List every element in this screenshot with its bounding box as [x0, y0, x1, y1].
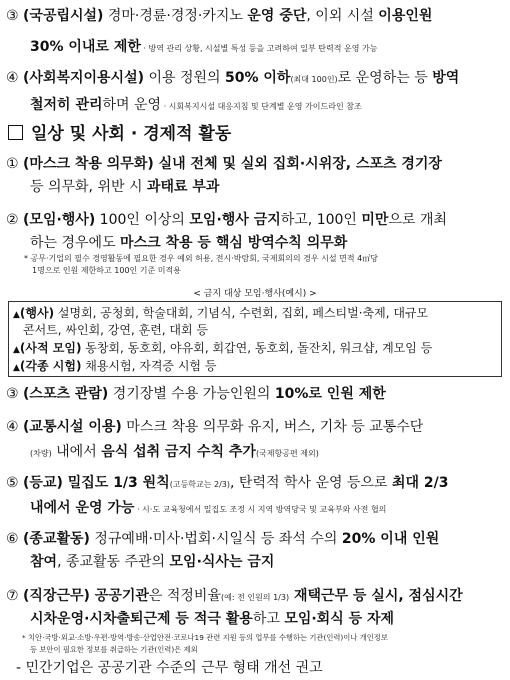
- text: , 이외 시설: [306, 8, 379, 24]
- item-marker: ②: [6, 212, 19, 228]
- item-4b-line-2: [30, 443, 319, 459]
- text-bold: 20% 이내 인원: [341, 531, 440, 547]
- text: 하며 운영: [102, 97, 162, 113]
- text-bold: 철저히 관리: [30, 97, 103, 113]
- item-1-line-1: [6, 157, 442, 171]
- section-header: [8, 125, 231, 143]
- text-bold: 이용인원: [378, 8, 433, 24]
- item-heading: (등교): [23, 475, 63, 491]
- box-row-exams: [13, 360, 216, 373]
- text-bold: 모임·식사는 금지: [169, 554, 275, 570]
- item-heading: (마스크 착용 의무화): [23, 156, 154, 172]
- text: 100인 이상의: [95, 212, 190, 228]
- footnote: (고등학교는 2/3): [169, 480, 231, 489]
- item-heading: (국공립시설): [23, 8, 104, 24]
- item-marker: ⑦: [6, 588, 19, 604]
- text-bold: (사적 모임): [19, 341, 82, 355]
- text-bold: 미만: [361, 212, 389, 228]
- text: 경기장별 수용 가능인원의: [108, 386, 275, 402]
- item-marker: ③: [6, 8, 19, 24]
- footnote: · 시회복지시설 대응지침 및 단계별 운영 가이드라인 참조: [161, 102, 362, 111]
- item-heading: (교통시설 이용): [23, 419, 122, 435]
- item-1-line-2: [30, 180, 219, 194]
- text-bold: 모임·행사 금지: [189, 212, 281, 228]
- item-2-line-1: [6, 213, 447, 227]
- text: 설명회, 공청회, 학술대회, 기념식, 수련회, 집회, 페스티벌·축제, 대규모: [54, 306, 429, 320]
- item-marker: ③: [6, 386, 19, 402]
- text: 하고: [252, 611, 285, 627]
- text-bold: 10%로 인원 제한: [274, 386, 386, 402]
- item-2-note-2: 1명으로 인원 제한하고 100인 기준 미적용: [32, 266, 181, 275]
- text-bold: 내에서 운영 가능: [30, 500, 135, 516]
- text-bold: (각종 시험): [19, 359, 82, 373]
- item-heading: (사회복지이용시설): [23, 70, 145, 86]
- text: 하고, 100인: [280, 212, 362, 228]
- item-marker: ④: [6, 70, 19, 86]
- item-5-line-2: [30, 499, 386, 515]
- text: 으로 개최: [388, 212, 448, 228]
- text-bold: 음식 섭취 금지 수칙 추가: [101, 444, 256, 460]
- text: , 탄력적 학사 운영 등으로: [230, 475, 392, 491]
- item-3-line-1: [6, 9, 432, 23]
- triangle-bullet-icon: ▲: [13, 310, 20, 320]
- item-2-note-1: * 공무·기업의 필수 경영활동에 필요한 경우 예외 허용, 전시·박람회, 국제회의의 경우 시설 면적 4㎡당: [24, 254, 378, 263]
- text-bold: 공공기관: [89, 588, 149, 604]
- text-bold: 50% 이하: [225, 70, 291, 86]
- item-heading: (모임·행사): [23, 212, 96, 228]
- item-4b-line-1: [6, 420, 423, 434]
- text: 등 의무화, 위반 시: [30, 179, 147, 195]
- text-bold: 실내 전체 및 실외 집회·시위장,: [153, 156, 356, 172]
- item-marker: ①: [6, 156, 19, 172]
- footnote: (예: 전 인원의 1/3): [220, 593, 290, 602]
- item-6-line-1: [6, 532, 439, 546]
- text: 채용시험, 자격증 시험 등: [81, 359, 217, 373]
- text: 은 적정비율: [148, 588, 221, 604]
- item-7-note-1: * 치안·국방·외교·소방·우편·방역·방송·산업안전·코로나19 관련 지원 등의 업무를 수행하는 기관(인력)이나 개인정보: [22, 633, 388, 642]
- text-bold: 마스크 착용 등 핵심 방역수칙 의무화: [120, 235, 348, 251]
- text-bold: 운영 중단: [247, 8, 307, 24]
- text: 동창회, 동호회, 야유회, 회갑연, 동호회, 돌잔치, 워크샵, 계모임 등: [81, 341, 433, 355]
- box-row-events: [13, 307, 428, 320]
- example-box-caption: < 금지 대상 모임·행사(예시) >: [193, 289, 317, 299]
- item-heading: (직장근무): [23, 588, 90, 604]
- item-3-line-2: [30, 38, 377, 54]
- text-bold: 과태료 부과: [146, 179, 220, 195]
- item-2-line-2: [30, 236, 347, 250]
- text-bold: 30% 이내로 제한: [30, 39, 141, 55]
- footnote: (국제항공편 제외): [255, 449, 319, 458]
- box-row-private: [13, 342, 432, 355]
- text: 내에서: [51, 444, 102, 460]
- item-3b-line-1: [6, 387, 386, 401]
- checkbox-square-icon: [8, 125, 23, 140]
- item-7-private-sector: - 민간기업은 공공기관 수준의 근무 형태 개선 권고: [16, 660, 323, 676]
- footnote: (최대 100인): [290, 75, 338, 84]
- text-bold: 스포츠 경기장: [355, 156, 442, 172]
- item-6-line-2: [30, 555, 274, 569]
- footnote: (차량): [30, 449, 52, 458]
- footnote: · 방역 관리 상황, 시설별 특성 등을 고려하여 일부 탄력적 운영 가능: [140, 44, 378, 53]
- item-marker: ⑤: [6, 475, 19, 491]
- item-marker: ④: [6, 419, 19, 435]
- triangle-bullet-icon: ▲: [13, 345, 20, 355]
- text-bold: 밀집도 1/3 원칙: [62, 475, 170, 491]
- footnote: · 시·도 교육청에서 밀집도 조정 시 지역 방역당국 및 교육부와 사전 협의: [134, 505, 387, 514]
- triangle-bullet-icon: ▲: [13, 363, 20, 373]
- text: 하는 경우에도: [30, 235, 121, 251]
- item-4-line-2: [30, 96, 362, 112]
- text: 경마·경륜·경정·카지노: [103, 8, 248, 24]
- text: 이용 정원의: [144, 70, 225, 86]
- item-marker: ⑥: [6, 531, 19, 547]
- item-7-line-1: [6, 589, 463, 603]
- section-title: 일상 및 사회 · 경제적 활동: [31, 124, 232, 144]
- text: , 종교활동 주관의: [57, 554, 170, 570]
- text-bold: 시차운영·시차출퇴근제 등 적극 활용: [30, 611, 253, 627]
- box-row-events-cont: 콘서트, 싸인회, 강연, 훈련, 대회 등: [23, 323, 209, 337]
- text-bold: (행사): [19, 306, 55, 320]
- text-bold: 방역: [432, 70, 460, 86]
- item-5-line-1: [6, 476, 449, 490]
- text-bold: 재택근무 등 실시, 점심시간: [289, 588, 463, 604]
- item-7-line-2: [30, 612, 394, 626]
- text-bold: 참여: [30, 554, 58, 570]
- text: 정규예배·미사·법회·시일식 등 좌석 수의: [89, 531, 342, 547]
- text-bold: 모임·회식 등 자제: [284, 611, 395, 627]
- text-bold: 최대 2/3: [391, 475, 449, 491]
- text: 로 운영하는 등: [337, 70, 433, 86]
- item-heading: (종교활동): [23, 531, 90, 547]
- item-7-note-2: 등 보안이 필요한 정보를 취급하는 기관(인력)은 제외: [30, 645, 198, 654]
- item-4-line-1: [6, 71, 459, 85]
- text: 마스크 착용 의무화 유지, 버스, 기차 등 교통수단: [121, 419, 424, 435]
- item-heading: (스포츠 관람): [23, 386, 109, 402]
- example-box: [8, 301, 502, 377]
